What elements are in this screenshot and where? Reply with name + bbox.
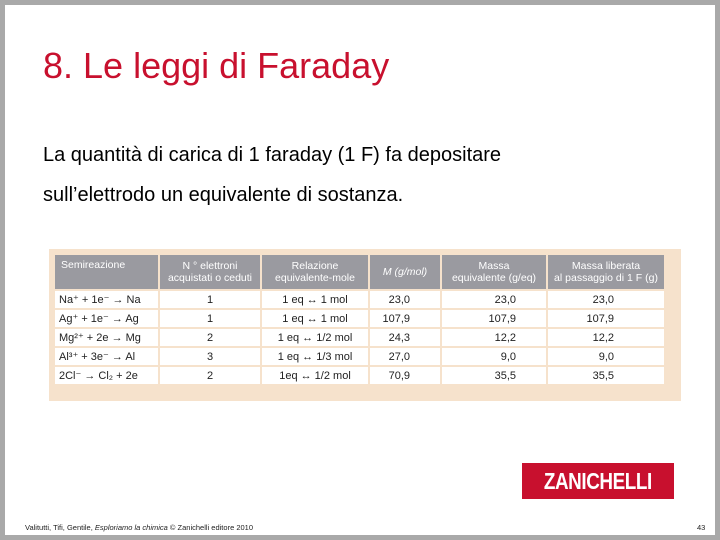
- cell-liberated-mass: 107,9: [548, 310, 664, 327]
- cell-semireaction: Ag⁺ + 1e⁻ → Ag: [55, 310, 158, 327]
- cell-electrons: 3: [160, 348, 260, 365]
- faraday-table-frame: [49, 249, 681, 401]
- header-text: N ° elettroni: [182, 260, 238, 272]
- cell-equivalent-mass: 9,0: [442, 348, 546, 365]
- cell-electrons: 1: [160, 310, 260, 327]
- cell-molar-mass: 24,3: [370, 329, 440, 346]
- cell-molar-mass: 27,0: [370, 348, 440, 365]
- header-text: Massa liberata: [571, 260, 641, 272]
- cell-liberated-mass: 9,0: [548, 348, 664, 365]
- body-line-2: sull’elettrodo un equivalente di sostanza.: [43, 184, 404, 206]
- cell-equivalent-mass: 35,5: [442, 367, 546, 384]
- zanichelli-logo: [522, 463, 674, 499]
- cell-liberated-mass: 35,5: [548, 367, 664, 384]
- cell-electrons: 2: [160, 329, 260, 346]
- header-molar-mass: [370, 255, 440, 289]
- cell-relation: 1 eq ↔ 1 mol: [262, 291, 368, 308]
- header-text: equivalente-mole: [275, 272, 355, 284]
- table-row: [55, 310, 664, 327]
- cell-electrons: 1: [160, 291, 260, 308]
- cell-equivalent-mass: 23,0: [442, 291, 546, 308]
- table-row: [55, 367, 664, 384]
- slide-body: [43, 135, 683, 215]
- cell-semireaction: Al³⁺ + 3e⁻ → Al: [55, 348, 158, 365]
- cell-liberated-mass: 12,2: [548, 329, 664, 346]
- cell-relation: 1 eq ↔ 1/2 mol: [262, 329, 368, 346]
- slide: [5, 5, 715, 535]
- cell-liberated-mass: 23,0: [548, 291, 664, 308]
- header-relation: [262, 255, 368, 289]
- faraday-table: [53, 253, 666, 386]
- body-line-1: La quantità di carica di 1 faraday (1 F) fa depositare: [43, 144, 502, 166]
- cell-semireaction: Na⁺ + 1e⁻ → Na: [55, 291, 158, 308]
- cell-relation: 1 eq ↔ 1 mol: [262, 310, 368, 327]
- footer-credits: [25, 523, 253, 532]
- header-text: Relazione: [291, 260, 339, 272]
- logo-text: ZANICHELLI: [543, 467, 653, 494]
- header-equivalent-mass: [442, 255, 546, 289]
- table-row: [55, 348, 664, 365]
- cell-relation: 1eq ↔ 1/2 mol: [262, 367, 368, 384]
- header-text: M (g/mol): [382, 266, 428, 278]
- footer-copyright: © Zanichelli editore 2010: [167, 523, 254, 532]
- header-electrons: [160, 255, 260, 289]
- cell-molar-mass: 23,0: [370, 291, 440, 308]
- page-number: 43: [697, 523, 706, 532]
- header-liberated-mass: [548, 255, 664, 289]
- header-text: al passaggio di 1 F (g): [554, 272, 658, 284]
- cell-molar-mass: 70,9: [370, 367, 440, 384]
- cell-equivalent-mass: 12,2: [442, 329, 546, 346]
- cell-semireaction: 2Cl⁻ → Cl₂ + 2e: [55, 367, 158, 384]
- header-text: equivalente (g/eq): [451, 272, 537, 284]
- table-header-row: [55, 255, 664, 289]
- cell-semireaction: Mg²⁺ + 2e → Mg: [55, 329, 158, 346]
- header-text: Massa: [478, 260, 510, 272]
- header-text: Semireazione: [61, 259, 126, 271]
- cell-equivalent-mass: 107,9: [442, 310, 546, 327]
- header-text: acquistati o ceduti: [167, 272, 253, 284]
- footer-authors: Valitutti, Tifi, Gentile,: [25, 523, 95, 532]
- table-row: [55, 291, 664, 308]
- cell-electrons: 2: [160, 367, 260, 384]
- table-row: [55, 329, 664, 346]
- slide-title: 8. Le leggi di Faraday: [43, 45, 390, 86]
- header-semireazione: [55, 255, 158, 289]
- footer-book-title: Esploriamo la chimica: [94, 523, 168, 532]
- cell-relation: 1 eq ↔ 1/3 mol: [262, 348, 368, 365]
- cell-molar-mass: 107,9: [370, 310, 440, 327]
